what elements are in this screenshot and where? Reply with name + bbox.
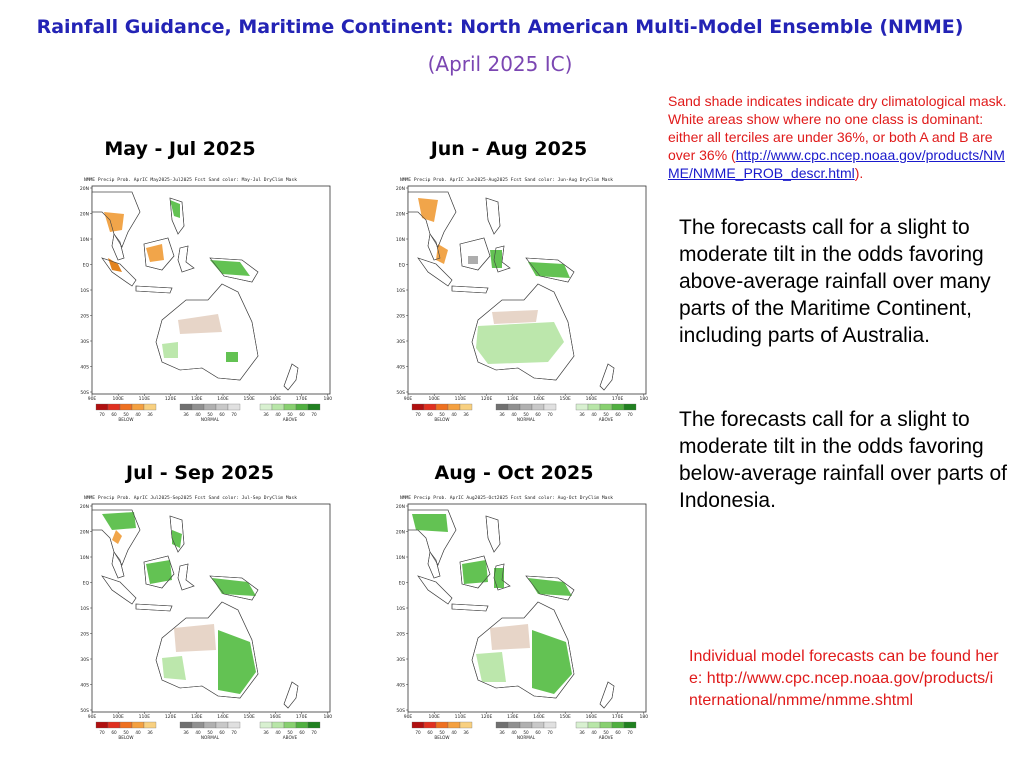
legend-swatch-above [284,404,296,410]
legend-tick: 70 [311,412,317,417]
lat-label: 40S [396,365,405,371]
legend-tick: 36 [463,412,469,417]
forecast-map-may-jul [62,172,332,427]
legend-tick: 70 [415,412,421,417]
lat-label: 20N [395,505,405,510]
map-legend [96,722,320,740]
legend-tick: 70 [99,730,105,735]
legend-tick: 60 [427,412,433,417]
legend-swatch-above [588,722,600,728]
legend-tick: 60 [535,412,541,417]
lon-labels [404,712,648,720]
legend-tick: 50 [123,412,129,417]
legend-swatch-above [576,404,588,410]
panel-title-may-jul: May - Jul 2025 [104,138,256,160]
legend-swatch-below [108,722,120,728]
lat-label: 20S [396,632,405,638]
legend-swatch-normal [180,404,192,410]
legend-swatch-above [260,722,272,728]
lat-label: 10S [80,289,89,294]
lon-label: 140E [217,715,229,720]
lon-label: 170E [295,715,308,720]
legend-tick: 60 [299,412,305,417]
legend-swatch-below [412,722,424,728]
legend-tick: 50 [123,730,129,735]
legend-tick: 50 [439,730,445,735]
legend-swatch-normal [216,404,228,410]
lon-label: 180 [639,715,648,720]
legend-swatch-normal [180,722,192,728]
forecast-text-below: The forecasts call for a slight to moderate tilt in the odds favoring below-average rainfall over parts of Indonesia. [679,408,1008,512]
lon-label: 120E [164,715,177,720]
legend-swatch-below [460,722,472,728]
lon-label: 110E [454,715,467,720]
lat-label: 20S [396,314,405,320]
legend-swatch-above [624,404,636,410]
legend-tick: 50 [439,412,445,417]
lon-label: 160E [585,397,598,402]
lon-label: 160E [585,715,598,720]
legend-tick: 60 [111,412,117,417]
legend-swatch-above [296,722,308,728]
lat-label: 40S [80,683,89,689]
map-svg [378,490,648,745]
legend-tick: 40 [511,412,517,417]
lon-label: 150E [243,397,255,402]
legend-swatch-above [272,722,284,728]
map-header: NMME Precip Prob. AprIC Aug2025-Oct2025 Fcst Sand color: Aug-Oct DryClim Mask [400,496,613,501]
legend-swatch-below [120,722,132,728]
legend-swatch-below [448,722,460,728]
legend-swatch-below [424,722,436,728]
legend-swatch-below [132,722,144,728]
legend-swatch-above [612,404,624,410]
lat-label: 10S [396,289,405,294]
legend-tick: 70 [99,412,105,417]
legend-label-below: BELOW [434,417,450,422]
legend-label-normal: NORMAL [516,417,536,422]
legend-swatch-above [296,404,308,410]
lon-label: 150E [243,715,255,720]
lon-label: 100E [428,715,440,720]
map-svg [62,172,332,427]
lat-label: 30S [396,340,405,345]
lon-label: 90E [87,715,97,720]
lat-label: 50S [396,709,405,714]
lat-label: 10N [79,556,89,561]
legend-swatch-above [588,404,600,410]
legend-tick: 40 [135,730,141,735]
legend-tick: 40 [135,412,141,417]
legend-tick: 60 [427,730,433,735]
legend-tick: 36 [263,730,269,735]
legend-tick: 36 [499,730,505,735]
lon-label: 100E [112,715,124,720]
lon-label: 170E [611,715,624,720]
forecast-map-jun-aug [378,172,648,427]
lon-labels [88,712,332,720]
legend-tick: 40 [451,730,457,735]
lon-label: 120E [480,397,493,402]
map-legend [412,404,636,422]
legend-label-above: ABOVE [282,735,298,740]
lon-label: 130E [507,715,519,720]
forecast-shade-above [462,560,488,584]
legend-swatch-below [460,404,472,410]
forecast-shade-above [146,560,172,584]
lat-label: 30S [396,658,405,663]
legend-tick: 60 [219,412,225,417]
lon-label: 90E [87,397,97,402]
lon-label: 100E [428,397,440,402]
lat-label: 20N [79,187,89,192]
legend-swatch-normal [532,722,544,728]
page-subtitle: (April 2025 IC) [427,52,573,76]
lon-labels [88,394,332,402]
legend-tick: 40 [451,412,457,417]
lat-label: EQ [398,263,405,269]
legend-tick: 60 [535,730,541,735]
legend-tick: 40 [195,730,201,735]
legend-tick: 36 [263,412,269,417]
lon-label: 180 [639,397,648,402]
lat-label: 20N [79,530,89,536]
legend-swatch-above [600,722,612,728]
legend-tick: 36 [147,730,153,735]
legend-swatch-below [96,722,108,728]
lat-labels [396,186,408,396]
lon-label: 140E [533,397,545,402]
legend-label-below: BELOW [118,417,134,422]
legend-swatch-below [424,404,436,410]
lon-label: 130E [191,397,203,402]
legend-tick: 40 [591,730,597,735]
legend-tick: 40 [511,730,517,735]
lat-label: EQ [398,581,405,587]
lon-label: 120E [480,715,493,720]
legend-swatch-normal [204,722,216,728]
legend-tick: 60 [111,730,117,735]
lon-label: 130E [507,397,519,402]
legend-swatch-normal [532,404,544,410]
legend-tick: 36 [499,412,505,417]
legend-tick: 70 [627,412,633,417]
lat-labels [80,504,92,714]
legend-tick: 70 [547,412,553,417]
legend-tick: 70 [547,730,553,735]
lon-label: 140E [533,715,545,720]
map-legend [96,404,320,422]
legend-tick: 50 [523,730,529,735]
nmme-description-link[interactable]: http://www.cpc.ncep.noaa.gov/products/NMME/NMME_PROB_descr.html [668,147,1005,181]
legend-tick: 36 [183,412,189,417]
legend-swatch-above [308,722,320,728]
legend-tick: 60 [299,730,305,735]
legend-tick: 70 [415,730,421,735]
lat-label: 30S [80,658,89,663]
lat-label: 20S [80,314,89,320]
lon-label: 180 [323,715,332,720]
legend-tick: 50 [523,412,529,417]
lon-label: 130E [191,715,203,720]
lat-label: 20N [395,187,405,192]
forecast-map-jul-sep [62,490,332,745]
legend-tick: 60 [615,412,621,417]
mask-note-tail: ). [854,165,864,181]
forecast-shade-above-light [476,322,564,364]
lat-labels [396,504,408,714]
map-header: NMME Precip Prob. AprIC May2025-Jul2025 Fcst Sand color: May-Jul DryClim Mask [84,178,297,183]
lon-labels [404,394,648,402]
legend-tick: 70 [627,730,633,735]
legend-swatch-below [132,404,144,410]
legend-swatch-below [412,404,424,410]
legend-label-below: BELOW [118,735,134,740]
map-header: NMME Precip Prob. AprIC Jun2025-Aug2025 Fcst Sand color: Jun-Aug DryClim Mask [400,178,613,183]
lat-label: 50S [80,709,89,714]
legend-label-above: ABOVE [598,417,614,422]
lon-label: 100E [112,397,124,402]
legend-tick: 36 [463,730,469,735]
legend-swatch-normal [192,722,204,728]
lon-label: 180 [323,397,332,402]
lon-label: 140E [217,397,229,402]
lat-label: 10N [395,238,405,243]
lat-label: 30S [80,340,89,345]
footer-note: Individual model forecasts can be found here: http://www.cpc.ncep.noaa.gov/products/international/nmme/nmme.shtml [689,648,999,709]
lat-label: 40S [80,365,89,371]
legend-tick: 50 [207,412,213,417]
legend-swatch-below [144,404,156,410]
lat-label: 10S [396,607,405,612]
legend-swatch-normal [228,404,240,410]
lat-label: 50S [396,391,405,396]
lon-label: 110E [454,397,467,402]
lat-label: EQ [82,263,89,269]
lat-label: 50S [80,391,89,396]
lat-label: 20N [79,505,89,510]
legend-tick: 36 [579,730,585,735]
legend-tick: 70 [231,412,237,417]
legend-tick: 36 [579,412,585,417]
lat-labels [80,186,92,396]
legend-swatch-normal [520,722,532,728]
page-title: Rainfall Guidance, Maritime Continent: North American Multi-Model Ensemble (NMME) [36,16,964,38]
legend-tick: 36 [183,730,189,735]
legend-swatch-below [96,404,108,410]
legend-tick: 50 [603,730,609,735]
legend-swatch-normal [496,722,508,728]
forecast-map-aug-oct [378,490,648,745]
legend-tick: 40 [275,730,281,735]
forecast-shade-above [412,514,448,532]
legend-swatch-below [436,404,448,410]
map-svg [378,172,648,427]
lat-label: 10N [395,556,405,561]
legend-tick: 50 [287,412,293,417]
legend-swatch-below [448,404,460,410]
lon-label: 120E [164,397,177,402]
legend-swatch-above [260,404,272,410]
forecast-shade-above-light [162,342,178,358]
forecast-shade-dry-mask [492,310,538,324]
legend-swatch-above [272,404,284,410]
legend-swatch-above [612,722,624,728]
legend-label-normal: NORMAL [200,735,220,740]
lon-label: 110E [138,715,151,720]
forecast-shade-dry-mask [174,624,216,652]
legend-swatch-normal [544,722,556,728]
legend-swatch-normal [508,722,520,728]
lat-label: 10S [80,607,89,612]
forecast-shade-normal [468,256,478,264]
legend-swatch-normal [544,404,556,410]
lat-label: EQ [82,581,89,587]
forecast-text-above: The forecasts call for a slight to moderate tilt in the odds favoring above-average rainfall over many parts of the Maritime Continent, including parts of Australia. [679,216,991,347]
legend-tick: 50 [207,730,213,735]
legend-swatch-normal [228,722,240,728]
legend-swatch-normal [216,722,228,728]
legend-tick: 70 [311,730,317,735]
panel-title-aug-oct: Aug - Oct 2025 [434,462,594,484]
legend-swatch-below [144,722,156,728]
legend-label-above: ABOVE [598,735,614,740]
mask-note-text: Sand shade indicates indicate dry climatological mask. White areas show where no one class is dominant: either all terciles are under 36%, or both A and B are over 36% ( [668,93,1007,163]
legend-label-normal: NORMAL [200,417,220,422]
legend-swatch-below [436,722,448,728]
map-svg [62,490,332,745]
mask-note [668,92,1008,182]
panel-title-jul-sep: Jul - Sep 2025 [126,462,274,484]
map-header: NMME Precip Prob. AprIC Jul2025-Sep2025 Fcst Sand color: Jul-Sep DryClim Mask [84,496,297,501]
legend-label-normal: NORMAL [516,735,536,740]
legend-swatch-above [600,404,612,410]
legend-tick: 60 [615,730,621,735]
lon-label: 90E [403,397,413,402]
forecast-shade-above [226,352,238,362]
legend-swatch-normal [520,404,532,410]
legend-swatch-below [108,404,120,410]
lon-label: 160E [269,715,282,720]
legend-tick: 40 [275,412,281,417]
legend-swatch-normal [508,404,520,410]
legend-tick: 50 [603,412,609,417]
lon-label: 110E [138,397,151,402]
lon-label: 150E [559,397,571,402]
legend-tick: 60 [219,730,225,735]
lat-label: 20S [80,632,89,638]
legend-swatch-normal [204,404,216,410]
legend-swatch-above [624,722,636,728]
lat-label: 20N [395,212,405,218]
lat-label: 40S [396,683,405,689]
lon-label: 170E [611,397,624,402]
legend-tick: 40 [591,412,597,417]
lon-label: 160E [269,397,282,402]
legend-tick: 50 [287,730,293,735]
legend-tick: 40 [195,412,201,417]
lat-label: 20N [395,530,405,536]
legend-swatch-above [284,722,296,728]
lon-label: 150E [559,715,571,720]
forecast-shade-above-light [162,656,186,680]
legend-swatch-above [308,404,320,410]
legend-tick: 70 [231,730,237,735]
legend-swatch-below [120,404,132,410]
map-legend [412,722,636,740]
legend-swatch-normal [496,404,508,410]
legend-label-below: BELOW [434,735,450,740]
lon-label: 170E [295,397,308,402]
lat-label: 20N [79,212,89,218]
legend-swatch-normal [192,404,204,410]
panel-title-jun-aug: Jun - Aug 2025 [430,138,588,160]
forecast-shade-dry-mask [490,624,530,650]
lat-label: 10N [79,238,89,243]
legend-tick: 36 [147,412,153,417]
legend-label-above: ABOVE [282,417,298,422]
legend-swatch-above [576,722,588,728]
lon-label: 90E [403,715,413,720]
